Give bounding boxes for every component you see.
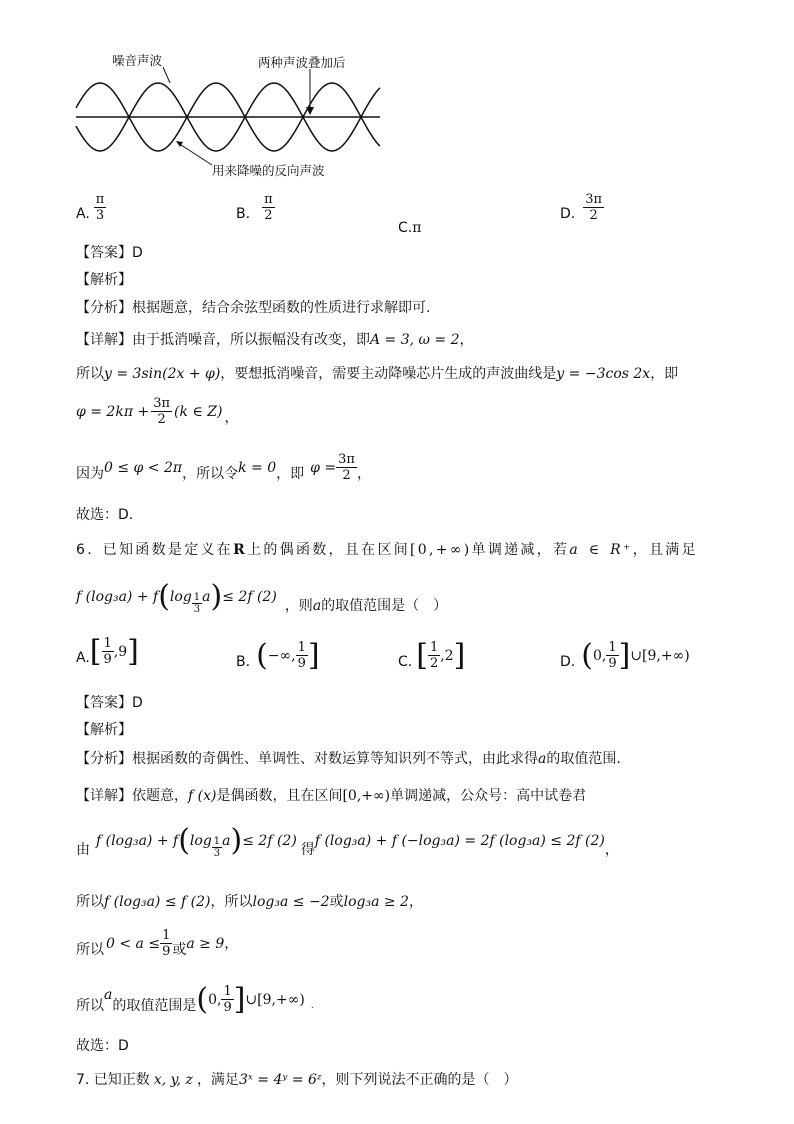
text: ， xyxy=(356,466,371,482)
option-letter: B. xyxy=(236,654,251,670)
fraction xyxy=(296,640,308,671)
math: y = 3sin(2x + φ) xyxy=(104,366,221,382)
label-reverse-wave: 用来降噪的反向声波 xyxy=(212,163,325,178)
q6-option-b xyxy=(236,637,320,673)
text: 或 xyxy=(172,942,187,958)
numerator: 3π xyxy=(338,452,355,467)
math: R xyxy=(233,542,248,558)
math: [0,+∞) xyxy=(342,788,391,804)
fraction xyxy=(94,192,107,223)
text: ，且满足 xyxy=(632,542,698,558)
numerator: 1 xyxy=(223,984,232,999)
text: 所以 xyxy=(76,894,104,910)
q5-choice: 故选：D. xyxy=(76,507,134,523)
math: a ≥ 9 xyxy=(186,935,225,952)
text: 的取值范围是（ ） xyxy=(321,598,448,614)
option-letter: A. xyxy=(76,206,90,222)
math: φ = xyxy=(310,459,337,476)
fraction xyxy=(336,452,357,483)
q5-answer: 【答案】D xyxy=(76,245,143,261)
text: ，即 xyxy=(276,466,305,482)
numerator: 1 xyxy=(193,592,201,603)
math: log xyxy=(169,588,192,605)
denominator: 9 xyxy=(608,656,617,671)
q5-detail-line1 xyxy=(76,331,474,349)
paren-open: ( xyxy=(158,578,170,614)
math: 0 ≤ φ < 2π xyxy=(104,459,183,476)
label-noise-wave: 噪音声波 xyxy=(112,53,163,68)
q5-detail-line4 xyxy=(76,452,371,483)
math: a xyxy=(222,832,231,849)
math: log xyxy=(189,832,212,849)
math: ∪[9,+∞) xyxy=(245,991,305,1008)
paren-open: ( xyxy=(178,822,190,858)
math: y = −3cos 2x xyxy=(556,366,651,382)
q5-option-a xyxy=(76,192,106,223)
denominator: 3 xyxy=(193,604,201,615)
q5-option-d xyxy=(560,192,604,223)
q6-detail-line2 xyxy=(76,822,619,859)
q7-stem xyxy=(76,1071,518,1089)
option-letter: A. xyxy=(76,650,90,666)
math: ≤ 2f (2) xyxy=(222,588,277,605)
denominator: 3 xyxy=(95,208,105,223)
numerator: π xyxy=(264,192,273,207)
q6-detail-line4 xyxy=(76,928,238,959)
math: a xyxy=(202,588,211,605)
fraction xyxy=(606,640,618,671)
text: 是偶函数，且在区间 xyxy=(216,788,343,804)
text: 的取值范围. xyxy=(546,751,621,767)
text: . xyxy=(310,1001,314,1011)
math: a ∈ R⁺ xyxy=(569,542,633,558)
math: a xyxy=(538,751,547,767)
math: ∪[9,+∞) xyxy=(630,647,690,664)
text: 所以 xyxy=(76,998,104,1014)
fraction xyxy=(583,192,604,223)
fraction xyxy=(102,636,114,667)
arrow-noise xyxy=(163,67,170,83)
math: 0 < a ≤ xyxy=(106,935,161,952)
q6-analysis-heading: 【解析】 xyxy=(76,722,132,738)
fraction xyxy=(262,192,275,223)
math: A = 3, ω = 2 xyxy=(370,332,460,348)
denominator: 2 xyxy=(264,208,273,223)
text: ，则 xyxy=(284,598,313,614)
numerator: 1 xyxy=(103,636,112,651)
option-letter: B. xyxy=(236,206,251,222)
option-value: π xyxy=(412,220,422,236)
q6-option-a xyxy=(76,633,139,669)
math: f (log₃a) + f xyxy=(96,832,179,849)
numerator: π xyxy=(95,192,105,207)
text: ， xyxy=(408,894,423,910)
math: f (log₃a) ≤ f (2) xyxy=(104,894,211,910)
numerator: 1 xyxy=(213,836,221,847)
math: ,2 xyxy=(440,647,454,664)
denominator: 9 xyxy=(297,656,306,671)
math: a xyxy=(104,986,113,1003)
fraction xyxy=(221,984,233,1015)
text: ，满足 xyxy=(196,1072,239,1088)
numerator: 3π xyxy=(153,396,171,411)
denominator: 2 xyxy=(589,208,598,223)
numerator: 1 xyxy=(162,928,171,943)
q6-fenxi xyxy=(76,750,621,768)
text: ，所以 xyxy=(210,894,253,910)
math: f (log₃a) + f xyxy=(76,588,159,605)
q5-analysis-heading: 【解析】 xyxy=(76,272,132,288)
math: [0,+∞) xyxy=(410,542,472,558)
bracket-close: ] xyxy=(307,637,320,673)
text: 因为 xyxy=(76,466,104,482)
math: φ = 2kπ + xyxy=(76,403,150,420)
math: (k ∈ Z) xyxy=(174,403,223,420)
q6-choice: 故选：D xyxy=(76,1038,129,1054)
bracket-close: ] xyxy=(127,633,139,669)
math: −∞, xyxy=(267,647,296,664)
label-sum-wave: 两种声波叠加后 xyxy=(258,55,346,70)
q6-answer: 【答案】D xyxy=(76,695,143,711)
q6-stem-line2 xyxy=(76,578,447,615)
text: ， xyxy=(224,410,239,426)
math: ,9 xyxy=(113,643,128,660)
q6-option-d xyxy=(560,637,690,673)
text: ，即 xyxy=(650,366,679,382)
q5-detail-line3 xyxy=(76,396,238,427)
bracket-close: ] xyxy=(618,637,631,673)
paren-close: ) xyxy=(230,822,243,858)
math: 0, xyxy=(208,991,222,1008)
text: 【详解】由于抵消噪音，所以振幅没有改变，即 xyxy=(76,332,370,348)
fraction xyxy=(428,640,440,671)
bracket-open: ( xyxy=(256,637,268,673)
q5-fenxi: 【分析】根据题意，结合余弦型函数的性质进行求解即可. xyxy=(76,300,431,316)
text: ， xyxy=(459,332,474,348)
bracket-close: ] xyxy=(453,637,466,673)
text: 7. 已知正数 xyxy=(76,1072,150,1088)
math: 3ˣ = 4ʸ = 6ᶻ xyxy=(238,1072,322,1088)
arrow-sum-head xyxy=(306,107,314,115)
text: ， xyxy=(604,842,619,858)
q6-stem-line1 xyxy=(76,541,698,559)
denominator: 9 xyxy=(223,1000,232,1015)
math: ≤ 2f (2) xyxy=(242,832,297,849)
text: ，则下列说法不正确的是（ ） xyxy=(321,1072,518,1088)
option-letter: D. xyxy=(560,206,576,222)
option-letter: C. xyxy=(398,654,413,670)
q5-option-b xyxy=(236,192,275,223)
paren-open: ( xyxy=(196,981,209,1017)
fraction xyxy=(160,928,172,959)
numerator: 1 xyxy=(297,640,306,655)
math: f (x) xyxy=(188,788,217,804)
text: 所以 xyxy=(76,366,104,382)
q6-detail-line3 xyxy=(76,893,423,911)
math: k = 0 xyxy=(238,459,277,476)
fraction xyxy=(212,836,222,859)
math: 0, xyxy=(592,647,607,664)
text: 由 xyxy=(76,842,90,858)
denominator: 2 xyxy=(429,656,439,671)
text: 所以 xyxy=(76,942,104,958)
math: x, y, z xyxy=(153,1072,193,1088)
paren-close: ) xyxy=(210,578,223,614)
fraction xyxy=(151,396,172,427)
math: f (log₃a) + f (−log₃a) = 2f (log₃a) ≤ 2f (2) xyxy=(314,832,605,849)
text: ，要想抵消噪音，需要主动降噪芯片生成的声波曲线是 xyxy=(220,366,557,382)
q6-detail-line1 xyxy=(76,787,586,805)
denominator: 9 xyxy=(103,652,112,667)
text: 的取值范围是 xyxy=(112,998,197,1014)
q6-detail-line5 xyxy=(76,981,314,1017)
text: ， xyxy=(224,935,239,952)
text: 【分析】根据函数的奇偶性、单调性、对数运算等知识列不等式，由此求得 xyxy=(76,751,538,767)
text: 单调递减，若 xyxy=(471,542,570,558)
sound-wave-figure xyxy=(70,45,390,180)
bracket-open: ( xyxy=(581,637,593,673)
text: 【详解】依题意， xyxy=(76,788,188,804)
text: 6. 已知函数是定义在 xyxy=(76,542,234,558)
text: 单调递减，公众号：高中试卷君 xyxy=(390,788,587,804)
numerator: 1 xyxy=(608,640,617,655)
q6-option-c xyxy=(398,637,466,673)
fraction xyxy=(192,592,202,615)
numerator: 1 xyxy=(429,640,439,655)
denominator: 2 xyxy=(157,412,166,427)
denominator: 3 xyxy=(213,848,221,859)
math: log₃a ≤ −2 xyxy=(252,894,330,910)
text: ，所以令 xyxy=(182,466,239,482)
text: 或 xyxy=(329,894,344,910)
option-letter: C. xyxy=(398,220,413,236)
option-letter: D. xyxy=(560,654,576,670)
bracket-open: [ xyxy=(416,637,428,673)
bracket-open: [ xyxy=(89,633,102,669)
numerator: 3π xyxy=(585,192,603,207)
math: a xyxy=(312,598,322,614)
q5-option-c xyxy=(398,219,421,237)
bracket-close: ] xyxy=(233,981,246,1017)
q5-detail-line2 xyxy=(76,365,678,383)
math: log₃a ≥ 2 xyxy=(343,894,409,910)
denominator: 2 xyxy=(342,468,351,483)
text: 得 xyxy=(300,842,315,858)
text: 上的偶函数，且在区间 xyxy=(247,542,411,558)
denominator: 9 xyxy=(162,944,171,959)
